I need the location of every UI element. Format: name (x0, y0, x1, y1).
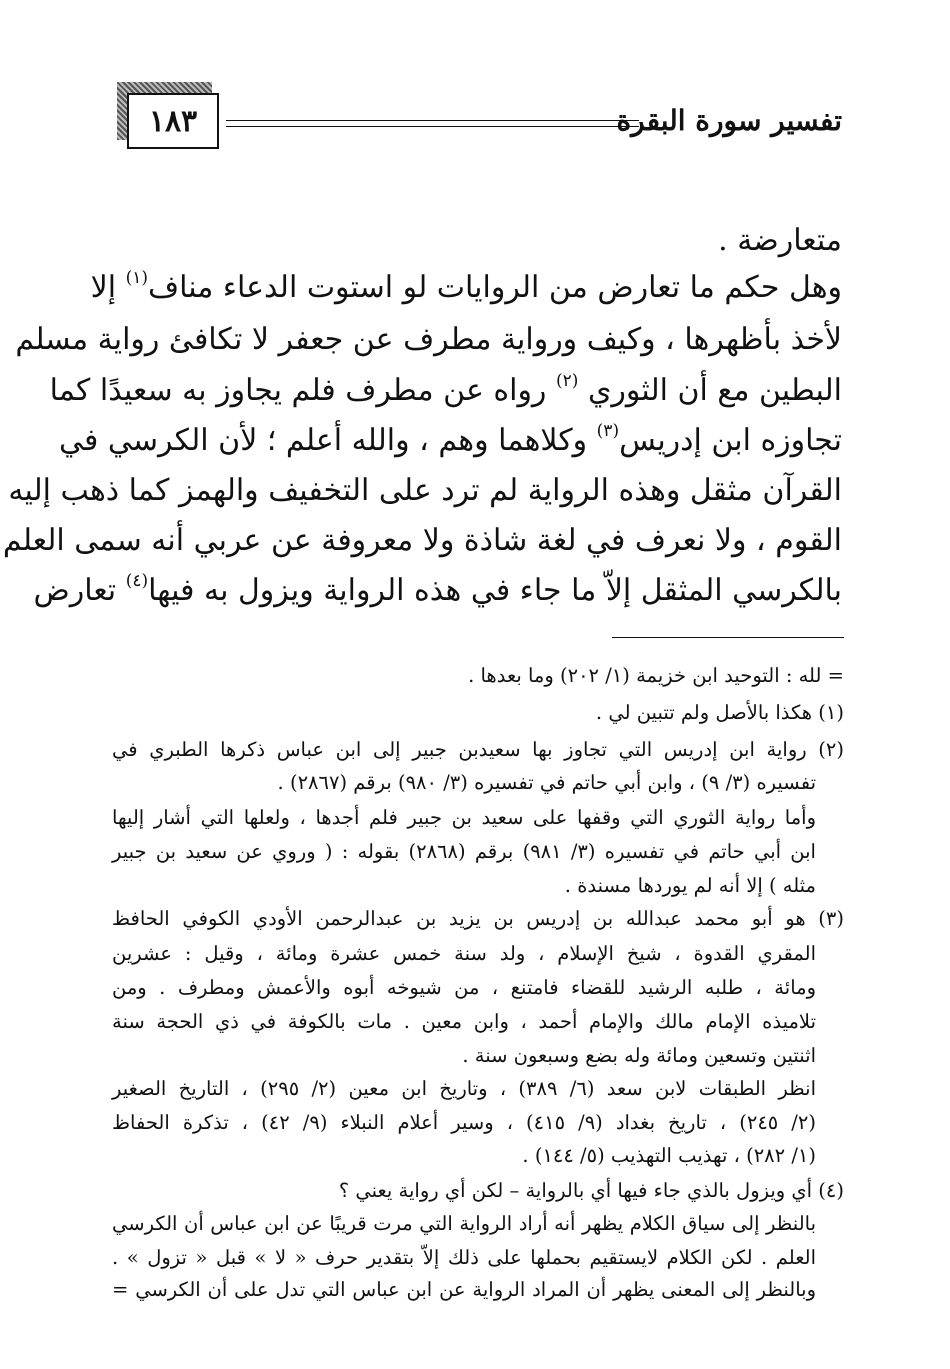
running-title: تفسير سورة البقرة (616, 104, 842, 137)
footnote-line: وأما رواية الثوري التي وقفها على سعيد بن جبير فلم أجدها ، ولعلها التي أشار إليها (112, 806, 816, 829)
footnote-marker: (٤) (125, 571, 149, 591)
body-line: البطين مع أن الثوري $^{(٢)}$ رواه عن مطرف فلم يجاوز به سعيدًا كما (49, 371, 842, 408)
body-line: متعارضة . (718, 223, 842, 258)
body-line: بالكرسي المثقل إلاّ ما جاء في هذه الرواية ويزول به فيها$^{(٤)}$ تعارض (33, 571, 842, 608)
body-line: القرآن مثقل وهذه الرواية لم ترد على التخفيف والهمز كما ذهب إليه (8, 473, 842, 508)
body-line: القوم ، ولا نعرف في لغة شاذة ولا معروفة عن عربي أنه سمى العلم (2, 523, 842, 558)
footnote-line: انظر الطبقات لابن سعد (٦/ ٣٨٩) ، وتاريخ ابن معين (٢/ ٢٩٥) ، التاريخ الصغير (112, 1077, 816, 1100)
body-line: وهل حكم ما تعارض من الروايات لو استوت الدعاء مناف$^{(١)}$ إلا (90, 268, 842, 305)
footnote-line: ومائة ، طلبه الرشيد للقضاء فامتنع ، من شيوخه أبوه والأعمش ومطرف . ومن (112, 976, 816, 999)
footnote-line: = لله : التوحيد ابن خزيمة (١/ ٢٠٢) وما بعدها . (468, 664, 844, 687)
footnote-marker: (٣) (596, 421, 620, 441)
footnote-line: تفسيره (٣/ ٩) ، وابن أبي حاتم في تفسيره (٣/ ٩٨٠) برقم (٢٨٦٧) . (277, 771, 816, 794)
header-rule (226, 120, 639, 121)
footnote-line: تلاميذه الإمام مالك والإمام أحمد ، وابن معين . مات بالكوفة في ذي الحجة سنة (112, 1010, 816, 1033)
header-rule (226, 126, 639, 127)
footnote-line: بالنظر إلى سياق الكلام يظهر أنه أراد الرواية التي مرت قريبًا عن ابن عباس أن الكرسي (112, 1212, 816, 1235)
footnote-line: المقري القدوة ، شيخ الإسلام ، ولد سنة خمس عشرة ومائة ، وقيل : عشرين (112, 942, 816, 965)
footnote-line: (١/ ٢٨٢) ، تهذيب التهذيب (٥/ ١٤٤) . (522, 1144, 816, 1167)
footnote-line: العلم . لكن الكلام لايستقيم بحملها على ذلك إلاّ بتقدير حرف « لا » قبل « تزول » . (112, 1246, 816, 1269)
footnote-line: مثله ) إلا أنه لم يوردها مسندة . (564, 874, 816, 897)
footnote-line: (٣) هو أبو محمد عبدالله بن إدريس بن يزيد بن عبدالرحمن الأودي الكوفي الحافظ (112, 907, 844, 930)
page-number-box (127, 93, 219, 149)
footnote-line: وبالنظر إلى المعنى يظهر أن المراد الرواية عن ابن عباس التي تدل على أن الكرسي = (112, 1278, 816, 1301)
footnote-marker: (٢) (555, 371, 579, 391)
page-number: ١٨٣ (148, 103, 198, 139)
footnote-marker: (١) (125, 268, 149, 288)
footnote-line: (٢) رواية ابن إدريس التي تجاوز بها سعيدبن جبير إلى ابن عباس ذكرها الطبري في (112, 738, 844, 761)
footnote-line: اثنتين وتسعين ومائة وله بضع وسبعون سنة . (462, 1044, 816, 1067)
footnote-line: (٢/ ٢٤٥) ، تاريخ بغداد (٩/ ٤١٥) ، وسير أعلام النبلاء (٩/ ٤٢) ، تذكرة الحفاظ (112, 1111, 816, 1134)
footnote-line: (٤) أي ويزول بالذي جاء فيها أي بالرواية – لكن أي رواية يعني ؟ (338, 1179, 844, 1202)
footnote-line: ابن أبي حاتم في تفسيره (٣/ ٩٨١) برقم (٢٨٦٨) بقوله : ( وروي عن سعيد بن جبير (112, 840, 816, 863)
body-line: لأخذ بأظهرها ، وكيف ورواية مطرف عن جعفر لا تكافئ رواية مسلم (15, 322, 842, 357)
body-line: تجاوزه ابن إدريس$^{(٣)}$ وكلاهما وهم ، والله أعلم ؛ لأن الكرسي في (59, 421, 842, 458)
footnote-separator (612, 637, 844, 638)
footnote-line: (١) هكذا بالأصل ولم تتبين لي . (595, 701, 844, 724)
